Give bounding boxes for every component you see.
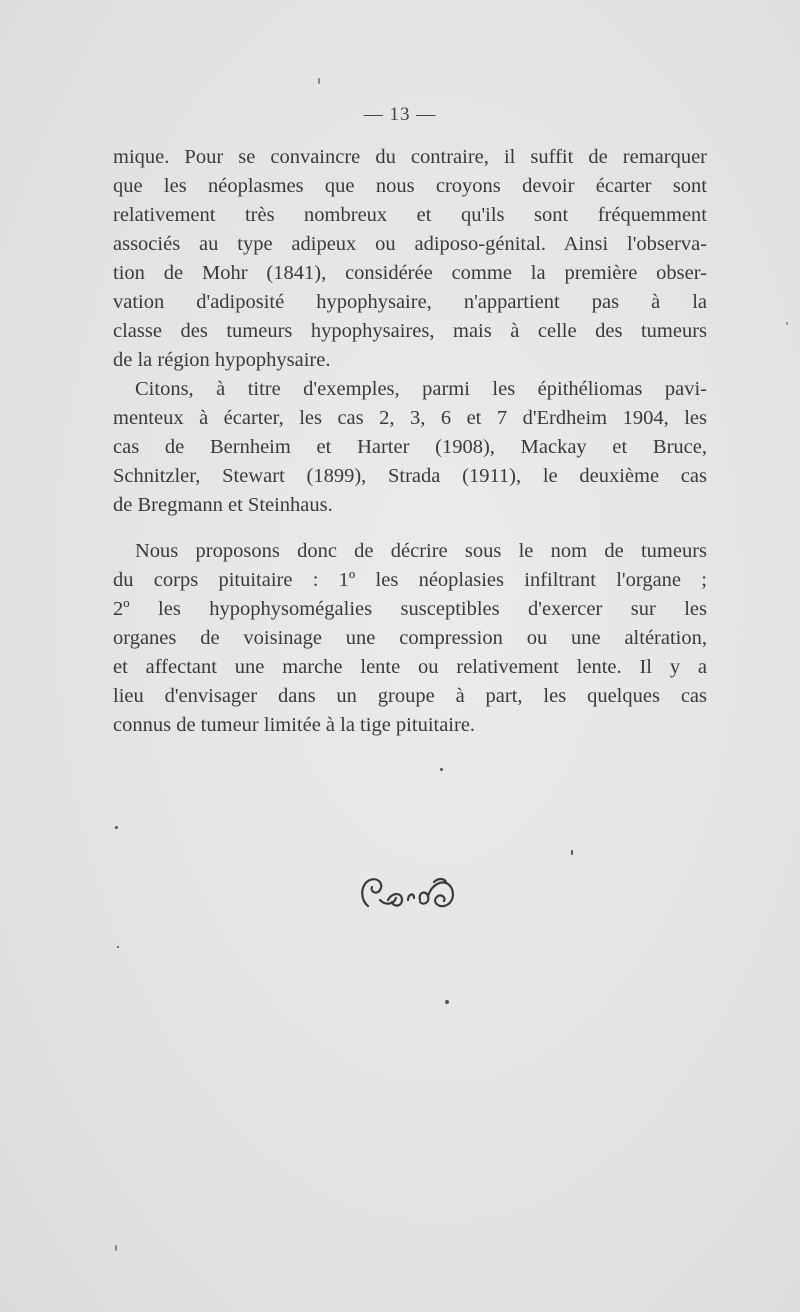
fleuron-ornament-icon: [358, 870, 468, 914]
page-number: — 13 —: [363, 104, 437, 125]
paragraph3-line: lieu d'envisager dans un groupe à part, les quelques cas: [113, 685, 707, 707]
text-section-lower: [113, 537, 707, 740]
paragraph2-line: menteux à écarter, les cas 2, 3, 6 et 7 d'Erdheim 1904, les: [113, 407, 707, 429]
paragraph3-line: organes de voisinage une compression ou une altération,: [113, 627, 707, 649]
ink-speck: [117, 946, 119, 948]
ink-speck: [115, 826, 118, 829]
ink-speck: [318, 78, 320, 84]
paragraph3-line: Nous proposons donc de décrire sous le nom de tumeurs: [135, 540, 707, 562]
paragraph2-line: Citons, à titre d'exemples, parmi les épithéliomas pavi-: [135, 378, 707, 400]
paragraph1-line: relativement très nombreux et qu'ils sont fréquemment: [113, 204, 707, 226]
paragraph1-line: tion de Mohr (1841), considérée comme la première obser-: [113, 262, 707, 284]
ink-speck: [440, 768, 443, 771]
ink-speck: [786, 322, 788, 325]
text-section-upper: [113, 143, 707, 520]
paragraph3-line: 2º les hypophysomégalies susceptibles d'exercer sur les: [113, 598, 707, 620]
paragraph2-line: cas de Bernheim et Harter (1908), Mackay et Bruce,: [113, 436, 707, 458]
paragraph3-line: et affectant une marche lente ou relativement lente. Il y a: [113, 656, 707, 678]
paragraph1-line: mique. Pour se convaincre du contraire, il suffit de remarquer: [113, 146, 707, 168]
ink-speck: [445, 1000, 449, 1004]
ink-speck: [115, 1245, 117, 1251]
paragraph1-line: de la région hypophysaire.: [113, 349, 331, 371]
paragraph1-line: associés au type adipeux ou adiposo-génital. Ainsi l'observa-: [113, 233, 707, 255]
paragraph2-line: Schnitzler, Stewart (1899), Strada (1911), le deuxième cas: [113, 465, 707, 487]
paragraph3-line: du corps pituitaire : 1º les néoplasies infiltrant l'organe ;: [113, 569, 707, 591]
paragraph1-line: vation d'adiposité hypophysaire, n'appartient pas à la: [113, 291, 707, 313]
ink-speck: [571, 850, 573, 855]
paragraph2-line: de Bregmann et Steinhaus.: [113, 494, 333, 516]
paragraph3-line: connus de tumeur limitée à la tige pituitaire.: [113, 714, 476, 736]
paragraph1-line: classe des tumeurs hypophysaires, mais à celle des tumeurs: [113, 320, 707, 342]
paragraph1-line: que les néoplasmes que nous croyons devoir écarter sont: [113, 175, 707, 197]
